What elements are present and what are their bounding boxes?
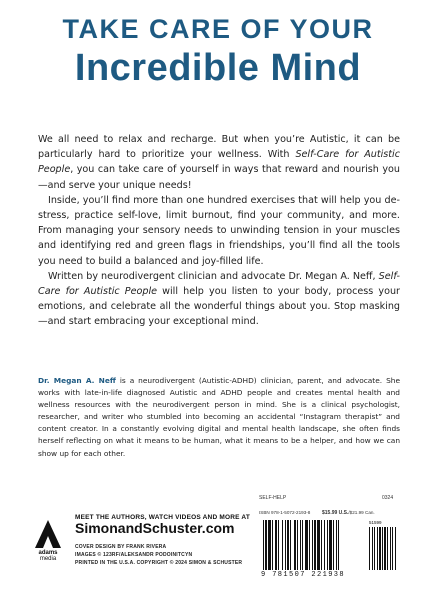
category-label: SELF-HELP [259, 495, 287, 501]
publisher-logo [33, 518, 63, 562]
credit-line: COVER DESIGN BY FRANK RIVERA [75, 544, 167, 550]
book-description [38, 132, 400, 330]
headline-line2: Incredible Mind [74, 47, 362, 89]
header-banner [0, 0, 436, 110]
isbn-text: ISBN 978-1-5072-2193-8 [259, 510, 311, 515]
headline-line1: TAKE CARE OF YOUR [62, 14, 374, 44]
barcode-number: 9 781507 221938 [261, 571, 346, 579]
description-paragraph-3: Written by neurodivergent clinician and advocate Dr. Megan A. Neff, Self-Care for Autistic People will help you listen to your body, process your emotions, and celebrate all the wonderful things about you. Stop masking—and start embracing your exceptional mind. [38, 270, 400, 328]
publisher-website[interactable]: SimonandSchuster.com [75, 520, 235, 536]
credit-line: IMAGES © 123RF/ALEKSANDR PODOINITCYN [75, 552, 193, 558]
author-name: Dr. Megan A. Neff [38, 376, 116, 385]
barcode-area [257, 518, 397, 580]
meet-authors-line: MEET THE AUTHORS, WATCH VIDEOS AND MORE AT [75, 514, 250, 521]
book-title-italic: Self-Care for Autistic People [38, 149, 400, 176]
description-paragraph-1: We all need to relax and recharge. But when you’re Autistic, it can be particularly hard to prioritize your wellness. With Self-Care for Autistic People, you can take care of yourself in ways that reward and nourish you—and serve your unique needs! [38, 134, 400, 191]
price-text: $15.99 U.S./$21.99 Can. [322, 510, 375, 516]
credits-block [75, 543, 242, 567]
author-bio [38, 375, 400, 460]
credit-line: PRINTED IN THE U.S.A. COPYRIGHT © 2024 SIMON & SCHUSTER [75, 560, 243, 566]
book-title-italic: Self-Care for Autistic People [38, 270, 400, 298]
logo-word-media: media [39, 556, 57, 562]
description-paragraph-2: Inside, you’ll find more than one hundred exercises that will help you de-stress, practice self-love, limit burnout, find your community, and more. From managing your sensory needs to unwinding tension in your muscles and identifying red and green flags in friendships, you’ll find all the tools you need to build a balanced and joy-filled life. [38, 194, 400, 267]
logo-word-adams: adams [38, 550, 58, 556]
author-bio-text: is a neurodivergent (Autistic-ADHD) clinician, parent, and advocate. She works with late-in-life diagnosed Autistic and ADHD people and creates mental health and wellness resources with the neurodivergent person in mind. She is a clinical psychologist, researcher, and writer who stumbled into becoming an accidental “Instagram therapist” and content creator. In a constantly evolving digital and mental health landscape, she often finds herself reflecting on what it means to be human, what it means to be a helper, and how we can show up for each other. [38, 376, 400, 458]
publisher-logo-icon [33, 518, 63, 550]
price-code: 51599 [369, 520, 382, 525]
category-code: 0324 [382, 495, 394, 501]
